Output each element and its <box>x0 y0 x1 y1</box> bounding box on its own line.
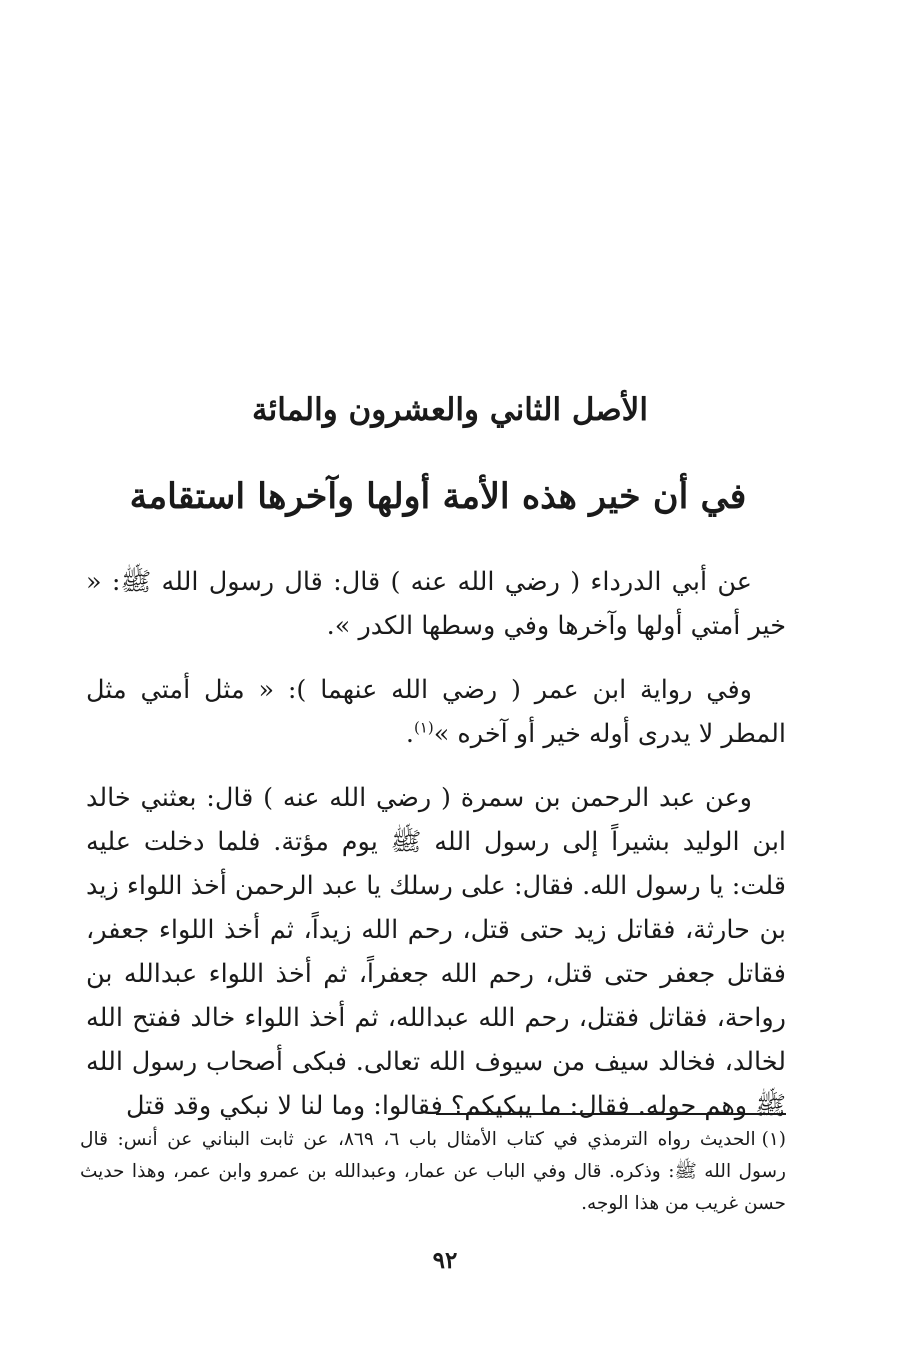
page-number: ٩٢ <box>432 1247 458 1274</box>
paragraph-2 <box>86 668 786 756</box>
chapter-title: في أن خير هذه الأمة أولها وآخرها استقامة <box>129 476 747 517</box>
paragraph-1 <box>86 560 786 648</box>
paragraph-1-text: عن أبي الدرداء ( رضي الله عنه ) قال: قال رسول الله ﷺ: « خير أمتي أولها وآخرها وفي وسطها الكدر ». <box>86 567 786 641</box>
main-text <box>86 560 786 1128</box>
footnote-separator <box>436 1113 786 1115</box>
footnote-number: (١) <box>761 1129 786 1150</box>
footnote-reference[interactable]: (١) <box>413 718 434 737</box>
footnote-text: الحديث رواه الترمذي في كتاب الأمثال باب ٦، ٨٦٩، عن ثابت البناني عن أنس: قال رسول الله ﷺ: وذكره. قال وفي الباب عن عمار، وعبدالله بن عمرو وابن عمر، وهذا حديث حسن غريب من هذا الوجه. <box>80 1129 786 1214</box>
paragraph-2-end: . <box>405 719 414 749</box>
paragraph-3 <box>86 776 786 1128</box>
footnote-item <box>80 1124 786 1220</box>
paragraph-3-text: وعن عبد الرحمن بن سمرة ( رضي الله عنه ) قال: بعثني خالد ابن الوليد بشيراً إلى رسول الله ﷺ يوم مؤتة. فلما دخلت عليه قلت: يا رسول الله. فقال: على رسلك يا عبد الرحمن أخذ اللواء زيد بن حارثة، فقاتل زيد حتى قتل، رحم الله زيداً، ثم أخذ اللواء جعفر، فقاتل جعفر حتى قتل، رحم الله جعفراً، ثم أخذ اللواء عبدالله بن رواحة، فقاتل فقتل، رحم الله عبدالله، ثم أخذ اللواء خالد ففتح الله لخالد، فخالد سيف من سيوف الله تعالى. فبكى أصحاب رسول الله ﷺ وهم حوله. فقال: ما يبكيكم؟ فقالوا: وما لنا لا نبكي وقد قتل <box>86 783 786 1121</box>
chapter-heading: الأصل الثاني والعشرون والمائة <box>252 392 648 428</box>
footnotes <box>80 1124 786 1220</box>
paragraph-2-text: وفي رواية ابن عمر ( رضي الله عنهما ): « مثل أمتي مثل المطر لا يدرى أوله خير أو آخره » <box>86 675 786 749</box>
